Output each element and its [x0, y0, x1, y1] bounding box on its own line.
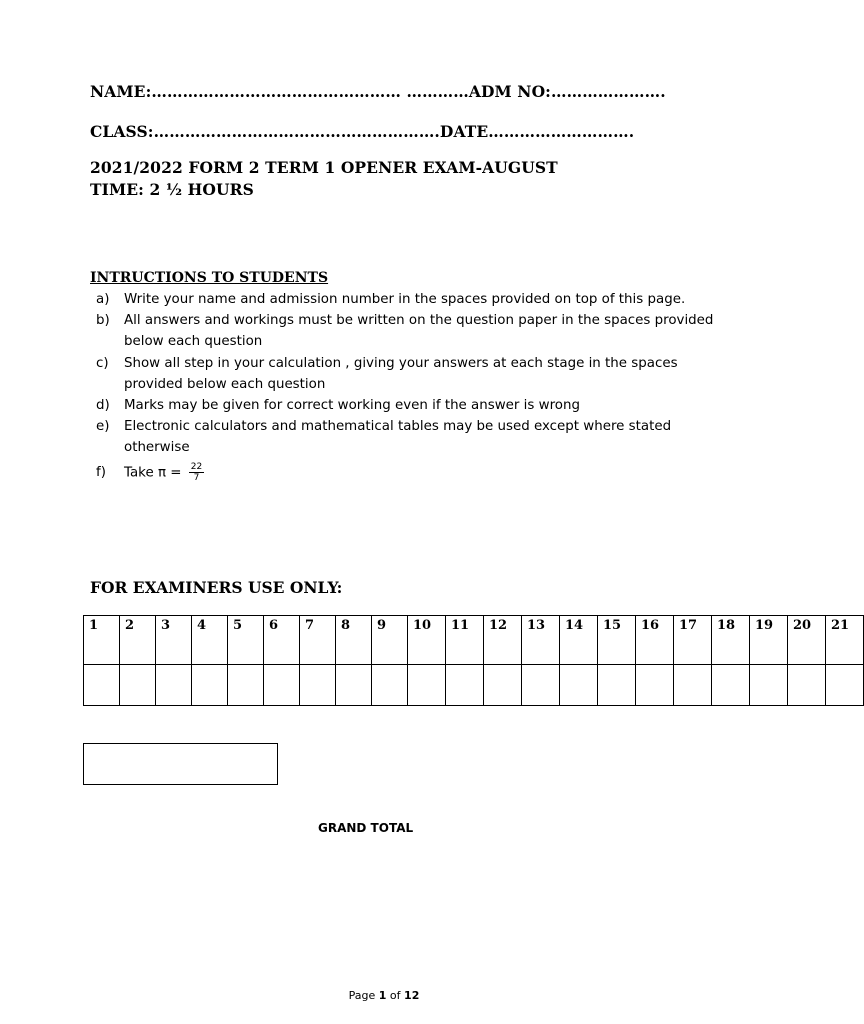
question-number-cell: 21	[826, 616, 864, 665]
marks-entry-cell[interactable]	[84, 665, 120, 706]
fraction-numerator: 22	[190, 461, 203, 472]
instruction-marker: a)	[96, 292, 110, 307]
fraction-denominator: 7	[193, 472, 200, 483]
page-prefix: Page	[348, 989, 379, 1002]
marks-entry-row	[84, 665, 864, 706]
marks-entry-cell[interactable]	[408, 665, 446, 706]
class-date-line: CLASS:……………………………………………….DATE……………………….	[90, 122, 635, 141]
question-number-cell: 9	[372, 616, 408, 665]
question-number-cell: 18	[712, 616, 750, 665]
marks-entry-cell[interactable]	[826, 665, 864, 706]
question-number-cell: 2	[120, 616, 156, 665]
marks-entry-cell[interactable]	[522, 665, 560, 706]
question-number-cell: 8	[336, 616, 372, 665]
instruction-text: Electronic calculators and mathematical tables may be used except where stated otherwise	[124, 419, 672, 456]
marks-entry-cell[interactable]	[228, 665, 264, 706]
question-number-cell: 12	[484, 616, 522, 665]
marks-entry-cell[interactable]	[264, 665, 300, 706]
marks-entry-cell[interactable]	[120, 665, 156, 706]
marks-entry-cell[interactable]	[484, 665, 522, 706]
instructions-heading: INTRUCTIONS TO STUDENTS	[90, 270, 329, 286]
question-number-cell: 16	[636, 616, 674, 665]
instruction-text: Take π =	[124, 465, 182, 481]
question-number-cell: 10	[408, 616, 446, 665]
exam-time: TIME: 2 ½ HOURS	[90, 180, 254, 199]
examiners-heading: FOR EXAMINERS USE ONLY:	[90, 578, 343, 597]
question-number-cell: 6	[264, 616, 300, 665]
instruction-text: Write your name and admission number in the spaces provided on top of this page.	[124, 292, 686, 307]
instruction-marker: e)	[96, 419, 110, 435]
page-of: of	[386, 989, 405, 1002]
grand-total-label: GRAND TOTAL	[318, 821, 414, 835]
instruction-item	[96, 310, 716, 352]
question-number-cell: 3	[156, 616, 192, 665]
marks-entry-cell[interactable]	[598, 665, 636, 706]
question-number-cell: 15	[598, 616, 636, 665]
exam-title: 2021/2022 FORM 2 TERM 1 OPENER EXAM-AUGUST	[90, 158, 558, 177]
page-footer	[0, 989, 768, 1002]
question-number-cell: 20	[788, 616, 826, 665]
marks-entry-cell[interactable]	[560, 665, 598, 706]
name-adm-line: NAME:………………………………………… …………ADM NO:………………….	[90, 82, 666, 101]
examiners-marks-table	[83, 615, 864, 706]
instruction-item	[96, 353, 716, 395]
question-number-cell: 17	[674, 616, 712, 665]
page-total: 12	[404, 989, 420, 1002]
instruction-item	[96, 395, 716, 416]
instruction-text: All answers and workings must be written on the question paper in the spaces provided below each question	[124, 313, 714, 350]
marks-entry-cell[interactable]	[750, 665, 788, 706]
instruction-text: Show all step in your calculation , giving your answers at each stage in the spaces provided below each question	[124, 355, 678, 392]
question-number-cell: 11	[446, 616, 484, 665]
marks-entry-cell[interactable]	[156, 665, 192, 706]
instruction-marker: d)	[96, 398, 110, 414]
question-number-row	[84, 616, 864, 665]
instruction-marker: f)	[96, 464, 106, 480]
marks-entry-cell[interactable]	[300, 665, 336, 706]
instruction-marker: b)	[96, 313, 110, 329]
marks-entry-cell[interactable]	[712, 665, 750, 706]
instruction-item	[96, 289, 716, 310]
page-current: 1	[378, 989, 387, 1002]
marks-entry-cell[interactable]	[192, 665, 228, 706]
marks-entry-cell[interactable]	[674, 665, 712, 706]
question-number-cell: 19	[750, 616, 788, 665]
instruction-marker: c)	[96, 355, 109, 371]
grand-total-box[interactable]	[83, 743, 278, 785]
question-number-cell: 7	[300, 616, 336, 665]
marks-entry-cell[interactable]	[446, 665, 484, 706]
instructions-list	[96, 289, 716, 483]
marks-entry-cell[interactable]	[636, 665, 674, 706]
instruction-item	[96, 462, 716, 484]
instruction-text-wrap	[124, 462, 716, 484]
instruction-item	[96, 416, 716, 458]
instruction-text: Marks may be given for correct working even if the answer is wrong	[124, 398, 580, 414]
marks-entry-cell[interactable]	[372, 665, 408, 706]
marks-entry-cell[interactable]	[788, 665, 826, 706]
pi-fraction	[189, 462, 204, 483]
question-number-cell: 5	[228, 616, 264, 665]
question-number-cell: 13	[522, 616, 560, 665]
marks-entry-cell[interactable]	[336, 665, 372, 706]
question-number-cell: 1	[84, 616, 120, 665]
question-number-cell: 14	[560, 616, 598, 665]
question-number-cell: 4	[192, 616, 228, 665]
